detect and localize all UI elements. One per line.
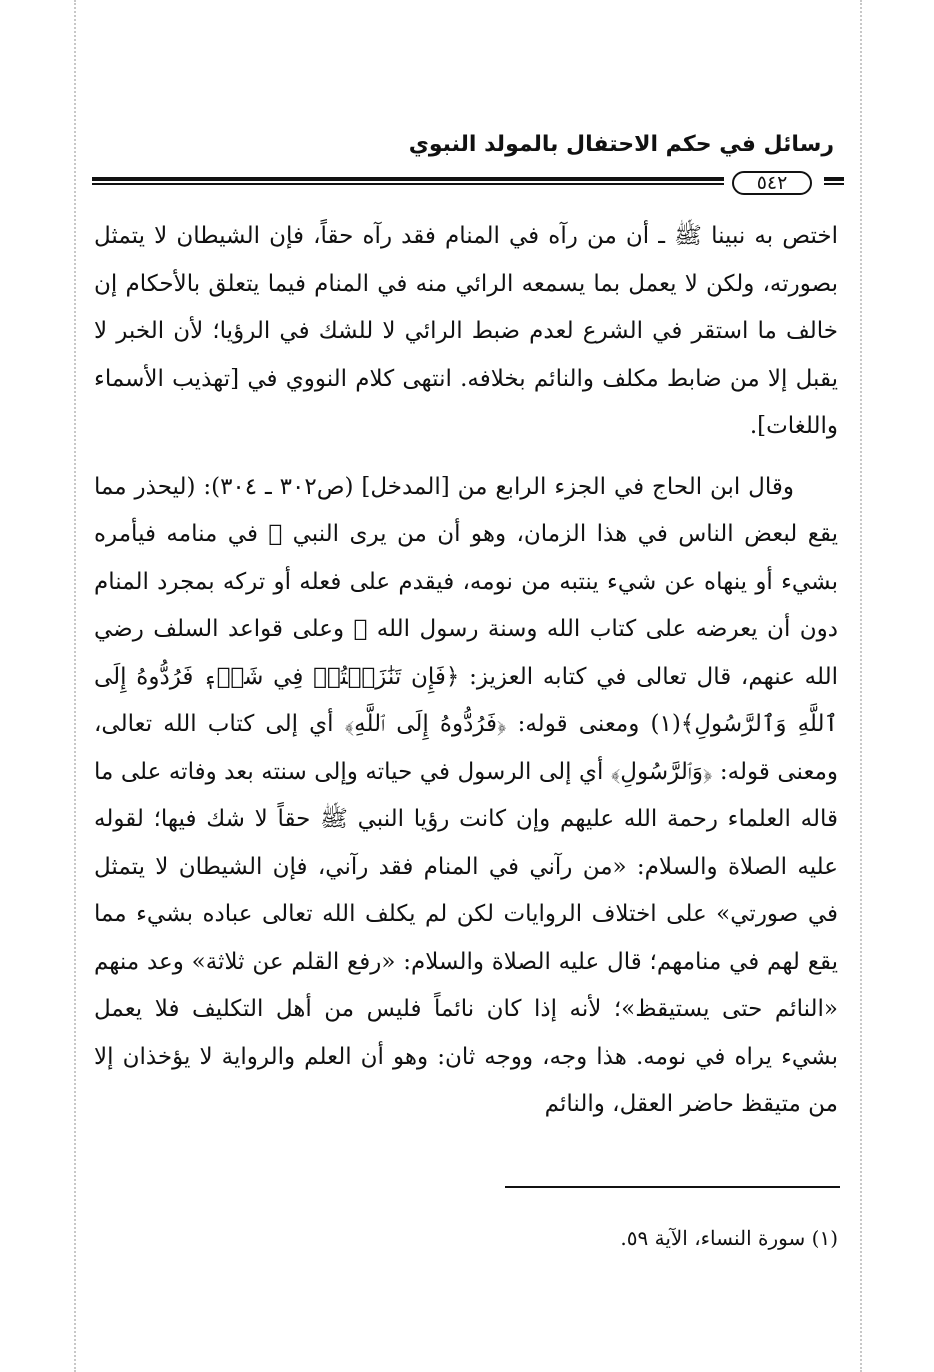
running-header-title: رسائل في حكم الاحتفال بالمولد النبوي xyxy=(408,132,834,157)
paragraph-1: اختص به نبينا ﷺ ـ أن من رآه في المنام فقد رآه حقاً، فإن الشيطان لا يتمثل بصورته، ولكن لا يعمل بما يسمعه الرائي منه في المنام فيما يتعلق بالأحكام إن خالف ما استقر في الشرع لعدم ضبط الرائي لا للشك في الرؤيا؛ لأن الخبر لا يقبل إلا من ضابط مكلف والنائم بخلافه. انتهى كلام النووي في [تهذيب الأسماء واللغات]. xyxy=(94,223,838,439)
main-text xyxy=(94,213,838,1129)
paragraph-2: وقال ابن الحاج في الجزء الرابع من [المدخل] (ص٣٠٢ ـ ٣٠٤): (ليحذر مما يقع لبعض الناس في هذا الزمان، وهو أن من يرى النبي ﷺ في منامه فيأمره بشيء أو ينهاه عن شيء ينتبه من نومه، فيقدم على فعله أو تركه بمجرد المنام دون أن يعرضه على كتاب الله وسنة رسول الله ﷺ وعلى قواعد السلف رضي الله عنهم، قال تعالى في كتابه العزيز: ﴿فَإِن تَنَٰزَعۡتُمۡ فِي شَيۡءٖ فَرُدُّوهُ إِلَى ٱللَّهِ وَٱلرَّسُولِ﴾(١) ومعنى قوله: ﴿فَرُدُّوهُ إِلَى ٱللَّهِ﴾ أي إلى كتاب الله تعالى، ومعنى قوله: ﴿وَٱلرَّسُولِ﴾ أي إلى الرسول في حياته وإلى سنته بعد وفاته على ما قاله العلماء رحمة الله عليهم وإن كانت رؤيا النبي ﷺ حقاً لا شك فيها؛ لقوله عليه الصلاة والسلام: «من رآني في المنام فقد رآني، فإن الشيطان لا يتمثل في صورتي» على اختلاف الروايات لكن لم يكلف الله تعالى عباده بشيء مما يقع لهم في منامهم؛ قال عليه الصلاة والسلام: «رفع القلم عن ثلاثة» وعد منهم «النائم حتى يستيقظ»؛ لأنه إذا كان نائماً فليس من أهل التكليف فلا يعمل بشيء يراه في نومه. هذا وجه، ووجه ثان: وهو أن العلم والرواية لا يؤخذان إلا من متيقظ حاضر العقل، والنائم xyxy=(94,473,839,1117)
scan-dotted-line xyxy=(860,0,862,1372)
scan-dotted-line xyxy=(74,0,76,1372)
footnote-separator xyxy=(505,1186,840,1188)
header-rule-right xyxy=(824,177,844,185)
page-number: ٥٤٢ xyxy=(732,171,812,195)
header-rule-left xyxy=(92,177,724,185)
footnote: (١) سورة النساء، الآية ٥٩. xyxy=(620,1226,838,1250)
header-rule xyxy=(92,171,844,195)
